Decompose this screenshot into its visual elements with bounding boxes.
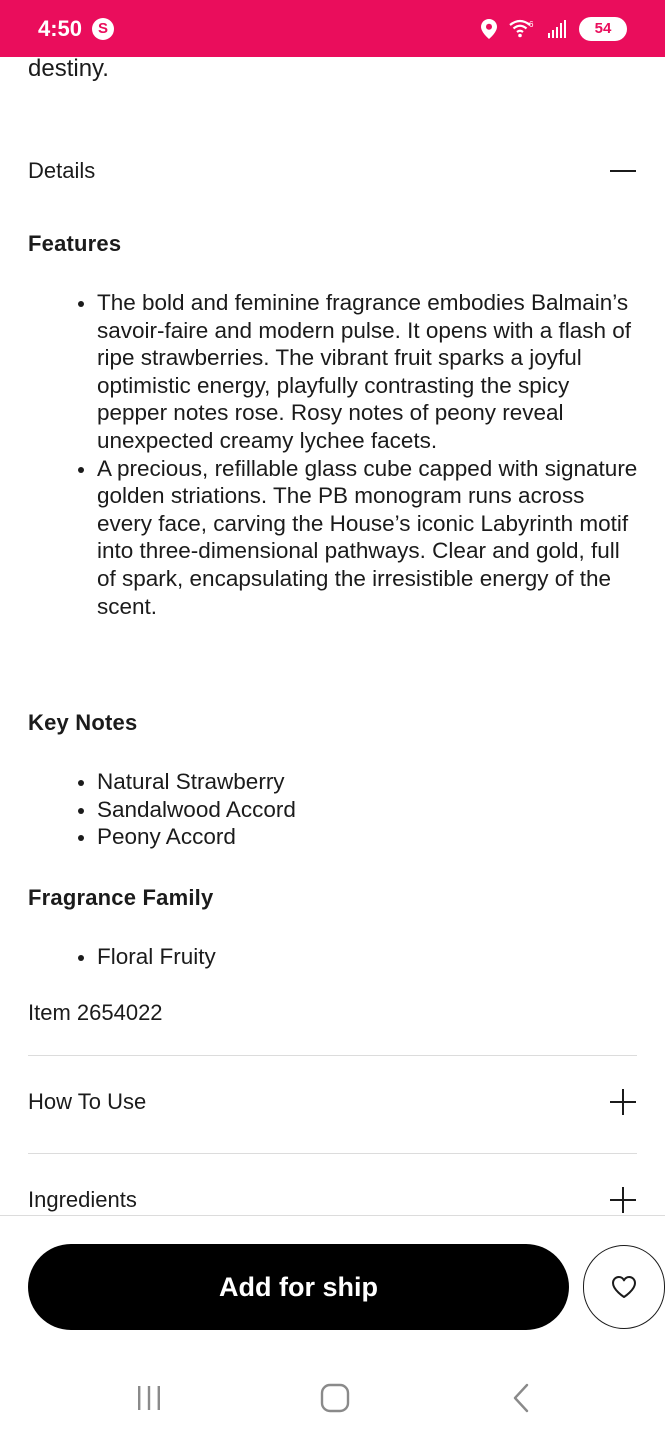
fragrance-family-list xyxy=(78,943,638,971)
heart-icon xyxy=(611,1275,637,1299)
svg-text:6: 6 xyxy=(529,19,534,29)
signal-icon xyxy=(547,19,567,39)
back-button[interactable] xyxy=(491,1380,551,1416)
key-notes-list xyxy=(78,768,638,851)
product-details-content[interactable] xyxy=(0,57,665,1215)
item-number: Item 2654022 xyxy=(28,1000,163,1025)
battery-icon: 54 xyxy=(579,17,627,41)
minus-icon[interactable] xyxy=(609,157,637,185)
navigation-bar xyxy=(0,1345,665,1440)
status-time: 4:50 xyxy=(38,15,83,41)
list-item: Peony Accord xyxy=(78,823,638,851)
list-item: A precious, refillable glass cube capped with signature golden striations. The PB monogram runs across every face, carving the House’s iconic Labyrinth motif into three-dimensional pathways. Clear and gold, full of spark, encapsulating the irresistible energy of the scent. xyxy=(78,455,638,621)
wifi-icon xyxy=(509,19,535,39)
location-icon xyxy=(481,19,497,39)
plus-icon[interactable] xyxy=(609,1088,637,1116)
recent-apps-icon xyxy=(134,1383,164,1413)
home-button[interactable] xyxy=(305,1380,365,1416)
details-accordion-header[interactable] xyxy=(28,157,637,185)
how-to-use-accordion-header[interactable] xyxy=(28,1088,637,1116)
divider xyxy=(28,1055,637,1056)
plus-icon[interactable] xyxy=(609,1186,637,1214)
key-notes-heading: Key Notes xyxy=(28,710,138,735)
back-icon xyxy=(506,1383,536,1413)
home-icon xyxy=(320,1383,350,1413)
status-icons xyxy=(481,17,627,41)
add-for-ship-button[interactable]: Add for ship xyxy=(28,1244,569,1330)
favorite-button[interactable] xyxy=(583,1245,665,1329)
list-item: The bold and feminine fragrance embodies Balmain’s savoir-faire and modern pulse. It opens with a flash of ripe strawberries. The vibrant fruit sparks a joyful optimistic energy, playfully contrasting the spicy pepper notes rose. Rosy notes of peony reveal unexpected creamy lychee facets. xyxy=(78,289,638,455)
status-bar xyxy=(0,0,665,57)
divider xyxy=(28,1153,637,1154)
how-to-use-title: How To Use xyxy=(28,1089,147,1114)
ingredients-accordion-header[interactable] xyxy=(28,1186,637,1214)
details-title: Details xyxy=(28,158,96,183)
notification-badge: S xyxy=(92,18,114,40)
description-text-fragment: destiny. xyxy=(28,57,109,82)
ingredients-title: Ingredients xyxy=(28,1187,137,1212)
list-item: Floral Fruity xyxy=(78,943,638,971)
features-list xyxy=(78,289,638,620)
list-item: Sandalwood Accord xyxy=(78,796,638,824)
list-item: Natural Strawberry xyxy=(78,768,638,796)
features-heading: Features xyxy=(28,231,122,256)
bottom-action-bar xyxy=(0,1215,665,1345)
fragrance-family-heading: Fragrance Family xyxy=(28,885,214,910)
recent-apps-button[interactable] xyxy=(119,1380,179,1416)
